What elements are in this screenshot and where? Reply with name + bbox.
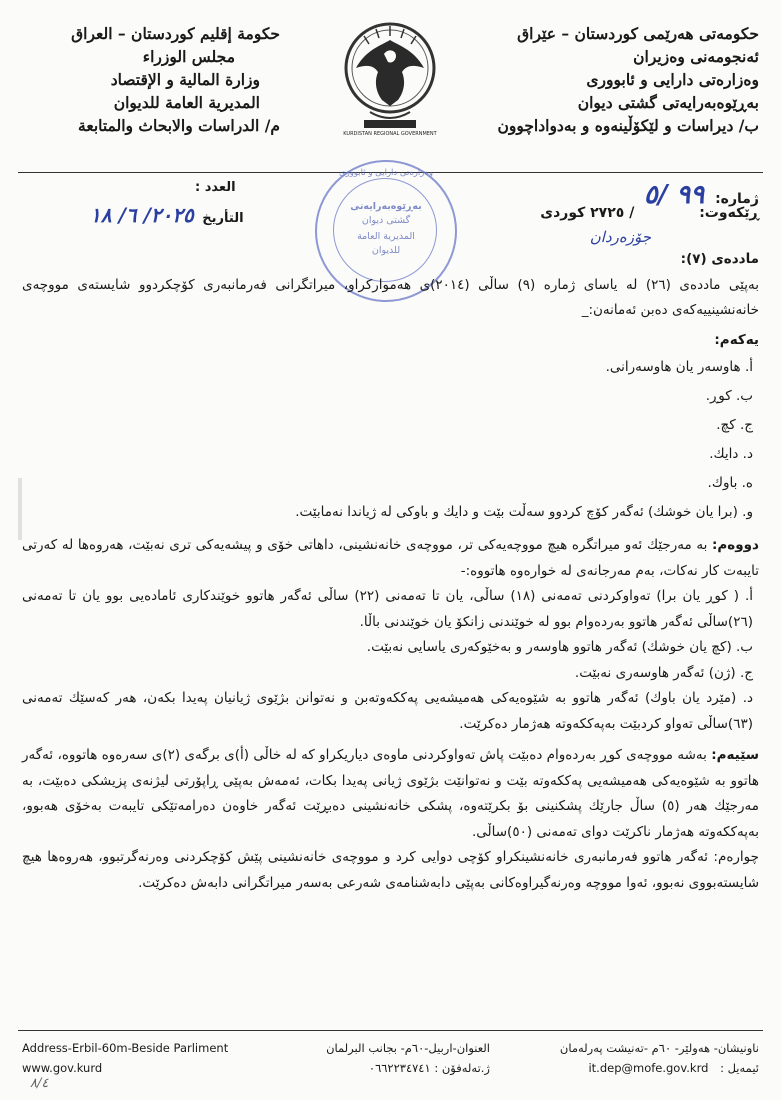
footer-english <box>22 1038 228 1078</box>
footer-email-label: ئیمەیل : <box>720 1061 759 1075</box>
second-item-d: د. (مێرد یان باوك) ئەگەر هاتوو بە شێوەیەكی هەمیشەیی پەككەوتەبن و نەتوانن بژێوی ژیانیان پەیدا بكەن، هەر كەسێك تەمەنی (٦٣)ساڵی تەواو كردبێت بەپەككەوتە هەژمار دەكرێت. <box>22 690 753 732</box>
first-item-d: د. دایك. <box>709 446 753 462</box>
ref-date-month: جۆزەردان <box>589 228 651 246</box>
header-ar-line-3: وزارة المالية و الإقتصاد <box>110 70 260 89</box>
second-item-c: ج. (ژن) ئەگەر هاوسەری نەبێت. <box>574 664 753 681</box>
page-mark: ٨/٤ <box>30 1076 49 1091</box>
footer-address-en: Address-Erbil-60m-Beside Parliment <box>22 1041 229 1055</box>
footer-email-row <box>509 1058 759 1078</box>
header-ar-line-2: مجلس الوزراء <box>142 47 235 66</box>
header-ku-line-1: حكومەتی هەرێمی کوردستان – عێراق <box>517 24 759 43</box>
stamp-line-4: للديوان <box>371 245 401 256</box>
footer-address-ku: ناونیشان- هەولێر- ٦٠م -تەنیشت پەرلەمان <box>559 1041 759 1055</box>
header-ku-line-5: ب/ دیراسات و لێکۆڵینەوە و بەدواداچوون <box>497 116 759 135</box>
krg-logo <box>336 20 444 138</box>
footer-email[interactable]: it.dep@mofe.gov.krd <box>588 1061 709 1075</box>
first-items <box>22 353 759 527</box>
first-item-e: ه. باوك. <box>707 475 753 491</box>
header-ar-line-4: المديرية العامة للديوان <box>113 93 260 112</box>
header-ku-line-4: بەڕێوەبەرایەتی گشتی دیوان <box>577 93 759 112</box>
second-item-a: أ. ( كوڕ یان برا) تەواوكردنی تەمەنی (١٨) ساڵی، یان تا تەمەنی (٢٢) ساڵی ئەگەر هاتوو خوێندكاری ئامادەیی بوو یان تا تەمەنی (٢٦)ساڵی ئەگەر هاتوو بەردەوام بوو لە خوێندنی زانكۆ یان خوێندنی باڵا. <box>22 588 753 630</box>
second-text: بە مەرجێك ئەو میراتگرە هیچ مووچەیەكی تر، مووچەی خانەنشینی، داهاتی خۆی و پیشەیەكی تری نەبێت، هەروەها لە كەرتی تایبەت كار نەكات، بەم مەرجانەی لە خوارەوە هاتووە:- <box>22 537 759 579</box>
document-body <box>22 247 759 896</box>
article-intro: بەپێی ماددەی (٢٦) لە یاسای ژمارە (٩) ساڵی (٢٠١٤)ی هەمواركراو، میراتگرانی فەرمانبەری كۆچكردوو شایستەی مووچەی خانەنشینییەكەی دەبن ئەمانەن:_ <box>22 276 759 318</box>
footer-website[interactable]: www.gov.kurd <box>22 1061 103 1075</box>
logo-caption: KURDISTAN REGIONAL GOVERNMENT <box>343 131 437 137</box>
ref-date-label: ڕێکەوت: <box>699 205 759 221</box>
eagle-emblem-icon <box>336 20 444 138</box>
header-ar-line-1: حكومة إقليم كوردستان – العراق <box>71 24 280 43</box>
ar-date-label: التأريخ <box>202 211 244 226</box>
header-arabic <box>20 22 280 137</box>
ref-date <box>540 205 759 221</box>
second-section <box>22 533 759 584</box>
first-item-c: ج. كچ. <box>716 417 753 433</box>
ref-date-value: / ٢٧٢٥ کوردی <box>540 205 635 221</box>
stamp-line-2: گشتی دیوان <box>361 215 411 226</box>
second-item-b: ب. (كچ یان خوشك) ئەگەر هاتوو هاوسەر و بەخێوكەری یاسایی نەبێت. <box>366 639 753 655</box>
ar-number-label: العدد : <box>195 180 236 195</box>
footer-arabic <box>290 1038 490 1078</box>
header-ku-line-3: وەزارەتی دارایی و ئابووری <box>586 70 759 89</box>
second-items <box>22 584 759 737</box>
second-title: دووەم: <box>712 537 759 553</box>
first-title: یەكەم: <box>714 331 759 348</box>
stamp-ring-text: وەزارەتی دارایی و ئابووری <box>339 168 433 178</box>
header-ar-line-5: م/ الدراسات والابحاث والمتابعة <box>78 116 280 135</box>
article-title: ماددەی (٧): <box>680 251 759 267</box>
ar-date-value: ٢٠٢٥/ ٦/ ١٨ <box>90 203 194 227</box>
stamp-line-1: بەڕێوەبەرایەتی <box>350 201 422 212</box>
ar-date <box>90 203 244 227</box>
third-section <box>22 743 759 845</box>
ref-number-value: ٩٩ /٥ <box>643 180 705 210</box>
footer-phone: ژ.تەلەفۆن : ٠٦٦٢٢٣٤٧٤١ <box>368 1061 490 1075</box>
footer-kurdish <box>509 1038 759 1078</box>
third-title: سێیەم: <box>711 747 759 763</box>
header-kurdish <box>459 22 759 137</box>
footer-divider <box>18 1030 763 1031</box>
footer-address-ar: العنوان-اربيل-٦٠م- بجانب البرلمان <box>326 1041 490 1055</box>
ar-number <box>195 180 236 195</box>
third-text: بەشە مووچەی كوڕ بەردەوام دەبێت پاش تەواوكردنی ماوەی دیاریكراو كە لە خاڵی (أ)ی برگەی (٢)ی سەرەوە هاتووە، ئەگەر هاتوو بە شێوەیەكی هەمیشەیی پەككەوتە بێت و نەتوانێت بژێوی ژیانی پەیدا بكات، ئەمەش بەپێی ڕاپۆرتی لیژنەی پزیشكی دەبێت، بە مەرجێك هەر (٥) ساڵ جارێك پشكنینی بۆ بكرێتەوە، پشكی خانەنشینی دەبڕێت ئەگەر خاوەن دەرامەتێكی تایبەت بەخۆی هەبوو، بەپەككەوتە هەژمار ناكرێت دوای تەمەنی (٥٠)ساڵی. <box>22 747 759 840</box>
fourth-section: چوارەم: ئەگەر هاتوو فەرمانبەری خانەنشینكراو كۆچی دوایی كرد و مووچەی خانەنشینی پێش كۆچكردنی وەرنەگرتبوو، هەروەها هیچ شایستەبووی نەبوو، ئەوا مووچە وەرنەگیراوەكانی بەپێی دابەشنامەی شەرعی بەسەر میراتگرانی دابەش دەكرێت. <box>22 849 759 891</box>
first-item-b: ب. كوڕ. <box>705 388 753 404</box>
first-item-f: و. (برا یان خوشك) ئەگەر كۆچ كردوو سەڵت بێت و دایك و باوكی لە ژیاندا نەمابێت. <box>295 504 753 520</box>
ref-number-label: ژمارە: <box>715 191 759 207</box>
scan-artifact <box>18 478 22 540</box>
first-item-a: أ. هاوسەر یان هاوسەرانی. <box>605 359 753 375</box>
header-ku-line-2: ئەنجومەنی وەزیران <box>633 47 759 66</box>
stamp-line-3: المديرية العامة <box>357 231 415 242</box>
